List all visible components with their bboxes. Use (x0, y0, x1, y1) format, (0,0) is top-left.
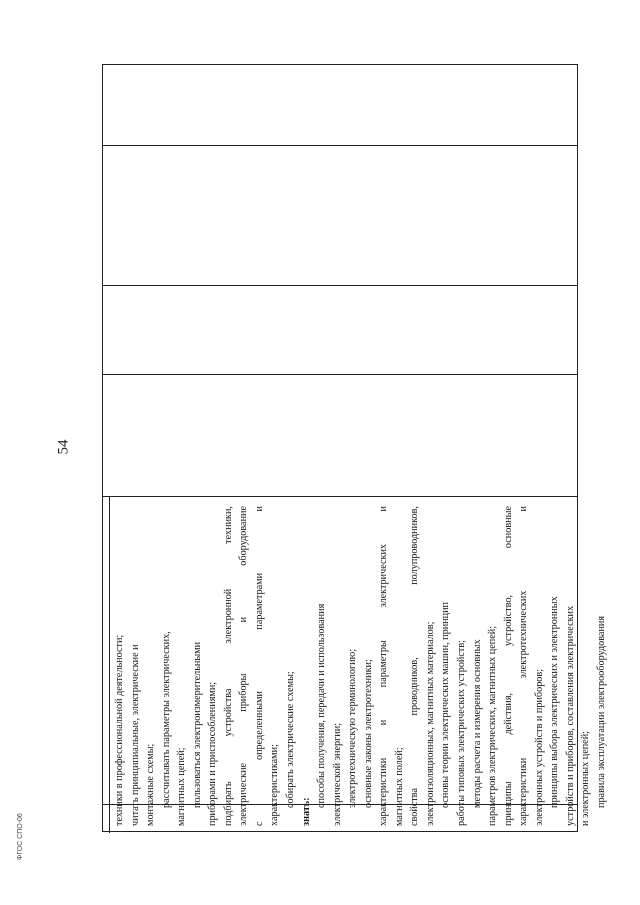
text-line: принципы действия, устройство, основные (502, 506, 514, 826)
text-line: характеристики электротехнических и (518, 506, 530, 826)
text-line: рассчитывать параметры электрических, (160, 631, 172, 808)
text-line: правила эксплуатации электрооборудования (595, 615, 607, 808)
text-line: собирать электрические схемы; (285, 671, 297, 808)
text-line: монтажные схемы; (145, 743, 157, 826)
text-line: электрической энергии; (331, 722, 343, 826)
text-line: приборами и приспособлениями; (207, 681, 219, 826)
text-line: знать: (300, 797, 312, 826)
requirements-text-cell (108, 504, 607, 832)
text-line: и электронных цепей; (580, 731, 592, 826)
text-line: принципы выбора электрических и электронных (549, 596, 561, 808)
text-line: техники в профессиональной деятельности; (114, 634, 125, 826)
cell-divider (103, 496, 577, 497)
text-line: магнитных цепей; (176, 747, 188, 826)
text-line: способы получения, передачи и использования (316, 603, 328, 808)
text-line: электронных устройств и приборов; (533, 668, 545, 826)
text-line: электротехническую терминологию; (347, 648, 359, 808)
page-number: 54 (55, 439, 72, 455)
text-line: параметров электрических, магнитных цепей; (487, 625, 499, 826)
text-line: пользоваться электроизмерительными (191, 641, 203, 808)
requirements-text (108, 504, 607, 832)
text-line: характеристиками; (269, 744, 281, 826)
empty-cell (103, 145, 577, 285)
empty-cell (103, 285, 577, 374)
text-line: читать принципиальные, электрические и (129, 644, 141, 826)
text-line: свойства проводников, полупроводников, (409, 506, 421, 826)
text-line: с определенными параметрами и (253, 506, 265, 826)
text-line: основные законы электротехники; (362, 659, 374, 808)
text-line: работы типовых электрических устройств; (456, 640, 468, 826)
empty-cell (103, 65, 577, 145)
empty-cell (103, 374, 577, 496)
text-line: устройств и приборов, составления электрических (564, 605, 576, 826)
footer-code: ФГОС СПО-06 (17, 813, 24, 860)
text-line: характеристики и параметры электрических и (378, 506, 390, 826)
text-line: магнитных полей; (393, 747, 405, 826)
text-line: основы теории электрических машин, принцип (440, 602, 452, 808)
text-line: подбирать устройства электронной техники, (222, 506, 234, 826)
text-line: методы расчета и измерения основных (471, 639, 483, 808)
text-line: электрические приборы и оборудование (238, 506, 250, 826)
text-line: электроизоляционных, магнитных материалов; (424, 621, 436, 826)
